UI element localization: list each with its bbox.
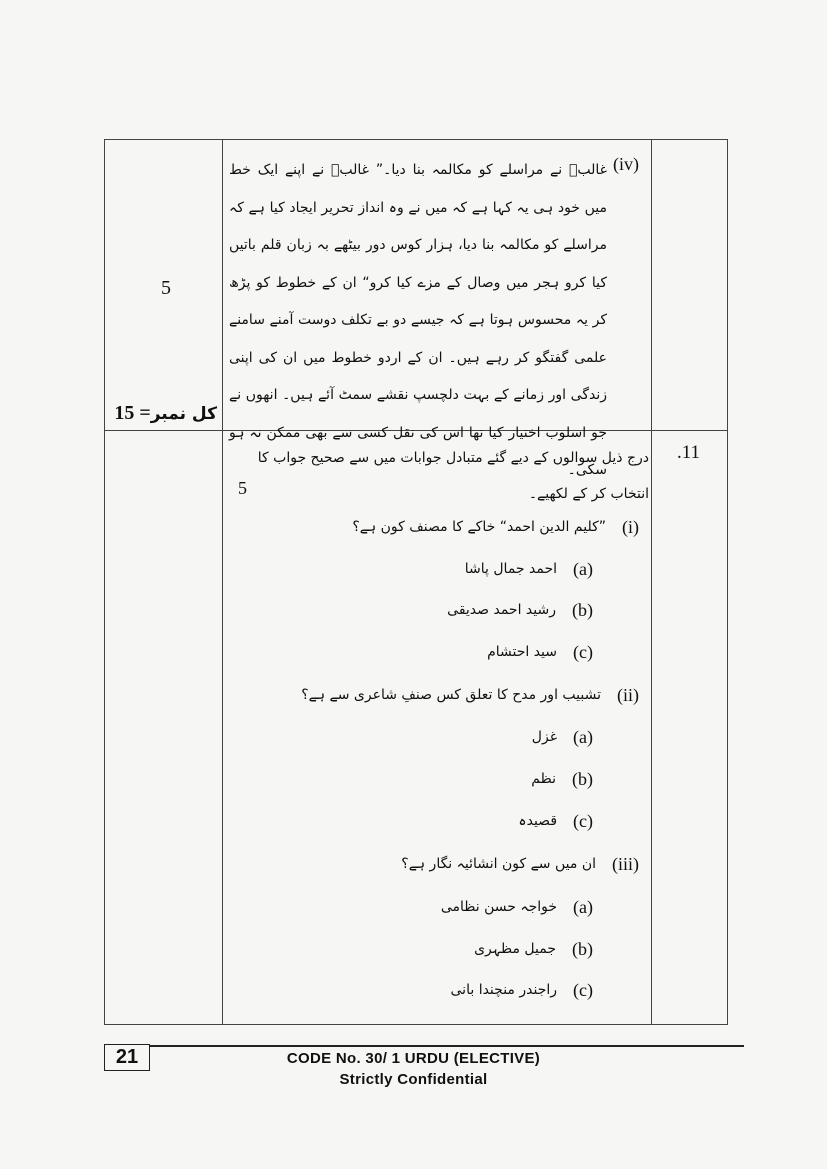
option-ii-a xyxy=(532,722,593,752)
question-i xyxy=(352,512,639,542)
option-i-c xyxy=(487,637,593,667)
option-text: سید احتشام xyxy=(487,644,558,660)
option-ii-b xyxy=(531,764,593,794)
option-text: نظم xyxy=(531,771,556,787)
option-text: قصیدہ xyxy=(518,813,558,829)
option-label: (c) xyxy=(573,979,593,1000)
question-text: تشبیب اور مدح کا تعلق کس صنفِ شاعری سے ہے؟ xyxy=(301,687,601,703)
option-label: (a) xyxy=(573,896,593,917)
question-label: (ii) xyxy=(617,684,639,705)
q10-sub-label: (iv) xyxy=(613,154,639,174)
confidential-note: Strictly Confidential xyxy=(339,1071,488,1088)
option-i-a xyxy=(465,554,593,584)
column-divider-number xyxy=(651,140,652,1024)
total-marks xyxy=(113,402,217,425)
q10-marks: 5 xyxy=(161,277,171,299)
exam-code: CODE No. 30/ 1 URDU (ELECTIVE) xyxy=(286,1050,541,1067)
option-i-b xyxy=(447,595,593,625)
q10-answer-paragraph: غالبؔ نے مراسلے کو مکالمہ بنا دیا۔” غالبؔ نے اپنے ایک خط میں خود ہی یہ کہا ہے کہ میں نے وہ انداز تحریر ایجاد کیا ہے کہ مراسلے کو مکالمہ بنا دیا، ہزار کوس دور بیٹھے بہ زبان قلم باتیں کیا کرو ہجر میں وصال کے مزے کیا کرو“ ان کے خطوط کو پڑھ کر یہ محسوس ہوتا ہے کہ جیسے دو بے تکلف دوست آمنے سامنے علمی گفتگو کر رہے ہیں۔ ان کے اردو خطوط میں ان کی اپنی زندگی اور زمانے کے بہت دلچسپ نقشے سمٹ آئے ہیں۔ انھوں نے جو اسلوب اختیار کیا تھا اس کی نقل کسی سے بھی ممکن نہ ہو سکی۔ xyxy=(229,162,607,478)
option-label: (a) xyxy=(573,558,593,579)
q11-instruction: درج ذیل سوالوں کے دیے گئے متبادل جوابات میں سے صحیح جواب کا انتخاب کر کے لکھیے۔ xyxy=(257,450,649,502)
option-text: غزل xyxy=(531,729,558,745)
question-text: ان میں سے کون انشائیہ نگار ہے؟ xyxy=(401,856,596,872)
total-marks-value: = 15 xyxy=(114,402,151,424)
question-ii xyxy=(301,680,639,710)
question-label: (iii) xyxy=(612,853,639,874)
option-label: (b) xyxy=(572,768,593,789)
option-text: احمد جمال پاشا xyxy=(464,561,558,577)
option-label: (b) xyxy=(572,599,593,620)
option-label: (c) xyxy=(573,810,593,831)
option-text: خواجہ حسن نظامی xyxy=(440,899,558,915)
question-text: ”کلیم الدین احمد“ خاکے کا مصنف کون ہے؟ xyxy=(352,519,606,535)
option-text: جمیل مظہری xyxy=(474,941,556,957)
option-text: رشید احمد صدیقی xyxy=(447,602,556,618)
option-label: (b) xyxy=(572,938,593,959)
option-label: (a) xyxy=(573,726,593,747)
option-ii-c xyxy=(518,806,593,836)
option-text: راجندر منچندا بانی xyxy=(450,982,558,998)
q11-marks: 5 xyxy=(238,478,247,498)
question-label: (i) xyxy=(622,516,639,537)
option-iii-c xyxy=(451,975,593,1005)
total-marks-label: کل نمبر xyxy=(150,404,217,424)
option-iii-b xyxy=(474,934,593,964)
question-iii xyxy=(401,849,639,879)
option-label: (c) xyxy=(573,641,593,662)
footer-rule xyxy=(150,1045,744,1047)
page-number: 21 xyxy=(104,1044,150,1071)
answer-key-table xyxy=(104,139,728,1025)
column-divider-marks xyxy=(222,140,223,1024)
q11-number: .11 xyxy=(677,442,701,463)
option-iii-a xyxy=(441,892,593,922)
